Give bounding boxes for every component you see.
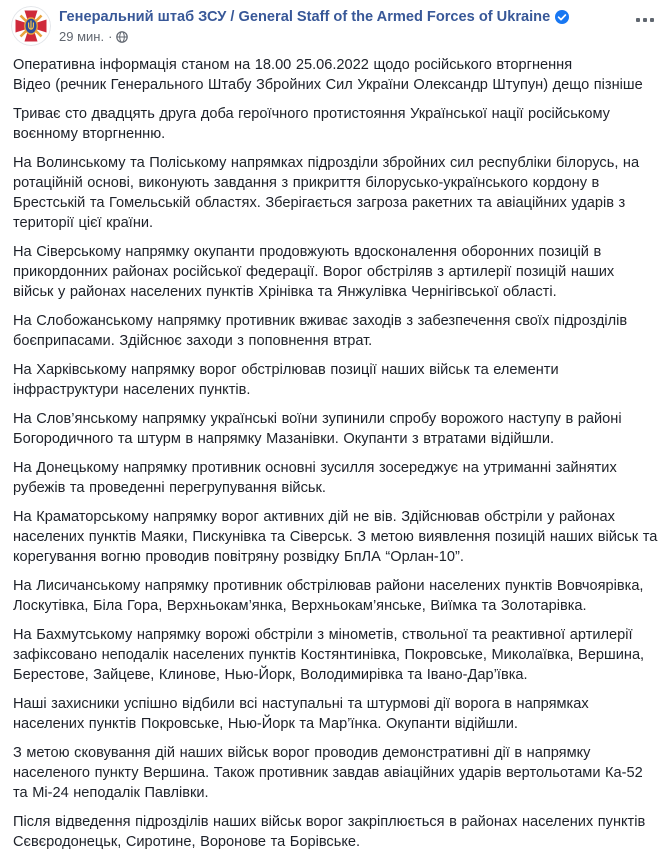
post-header (0, 0, 672, 46)
post-paragraph: На Лисичанському напрямку противник обстрілював райони населених пунктів Вовчоярівка, Лоскутівка, Біла Гора, Верхньокам’янка, Верхньокам’янське, Виїмка та Золотарівка. (13, 578, 644, 614)
post-paragraph: На Слобожанському напрямку противник вживає заходів з забезпечення своїх підрозділів боєприпасами. Здійснює заходи з поповнення втрат. (13, 313, 628, 349)
globe-privacy-icon (116, 31, 128, 43)
post-paragraph: На Краматорському напрямку ворог активних дій не вів. Здійснював обстріли у районах населених пунктів Маяки, Пискунівка та Сіверськ. З метою виявлення позицій наших військ та корегування вогню проводив повітряну розвідку БпЛА “Орлан-10”. (13, 509, 658, 565)
post-paragraph: Після відведення підрозділів наших військ ворог закріплюється в районах населених пунктів Сєвєродонецьк, Сиротине, Воронове та Борівське. (13, 814, 646, 850)
post-paragraph: На Волинському та Поліському напрямках підрозділи збройних сил республіки білорусь, на ротаційній основі, виконують завдання з прикриття білорусько-українського кордону в Брестській та Гомельській областях. Зберігається загроза ракетних та авіаційних ударів з території цієї країни. (13, 155, 640, 231)
page-avatar[interactable] (11, 6, 51, 46)
more-options-button[interactable] (634, 12, 656, 28)
meta-separator: · (108, 29, 113, 44)
post-paragraph: З метою сковування дій наших військ ворог проводив демонстративні дії в напрямку населеного пункту Вершина. Також противник завдав авіаційних ударів вертольотами Ка-52 та Мі-24 неподалік Павлівки. (13, 745, 643, 801)
header-text (59, 6, 569, 44)
dot (636, 18, 640, 22)
post-paragraph: На Бахмутському напрямку ворожі обстріли з мінометів, ствольної та реактивної артилерії зафіксовано неподалік населених пунктів Костянтинівка, Покровське, Миколаївка, Вершина, Берестове, Зайцеве, Клинове, Нью-Йорк, Володимирівка та Івано-Дар’ївка. (13, 627, 645, 683)
post-paragraph: Наші захисники успішно відбили всі наступальні та штурмові дії ворога в напрямках населених пунктів Покровське, Нью-Йорк та Мар’їнка. Окупанти відійшли. (13, 696, 589, 732)
post-paragraph: На Слов’янському напрямку українські воїни зупинили спробу ворожого наступу в районі Богородичного та штурм в напрямку Мазанівки. Окупанти з втратами відійшли. (13, 411, 622, 447)
post-body (0, 46, 672, 868)
post-paragraph: Триває сто двадцять друга доба героїчного протистояння Української нації російському воєнному вторгненню. (13, 106, 610, 142)
post-paragraph: На Харківському напрямку ворог обстрілював позиції наших військ та елементи інфраструктури населених пунктів. (13, 362, 559, 398)
general-staff-emblem-icon (11, 6, 51, 46)
post-paragraph: Оперативна інформація станом на 18.00 25.06.2022 щодо російського вторгнення Відео (речник Генерального Штабу Збройних Сил України Олександр Штупун) дещо пізніше (13, 57, 643, 93)
dot (650, 18, 654, 22)
post-paragraph: На Донецькому напрямку противник основні зусилля зосереджує на утриманні зайнятих рубежів та проведенні перегрупування військ. (13, 460, 617, 496)
verified-badge-icon (555, 10, 569, 24)
post-timestamp[interactable]: 29 мин. (59, 29, 105, 44)
dot (643, 18, 647, 22)
page-name-link[interactable]: Генеральний штаб ЗСУ / General Staff of the Armed Forces of Ukraine (59, 9, 551, 25)
post-paragraph: На Сіверському напрямку окупанти продовжують вдосконалення оборонних позицій в прикордонних районах російської федерації. Ворог обстріляв з артилерії позицій наших військ у районах населених пунктів Хрінівка та Янжулівка Чернігівської області. (13, 244, 615, 300)
